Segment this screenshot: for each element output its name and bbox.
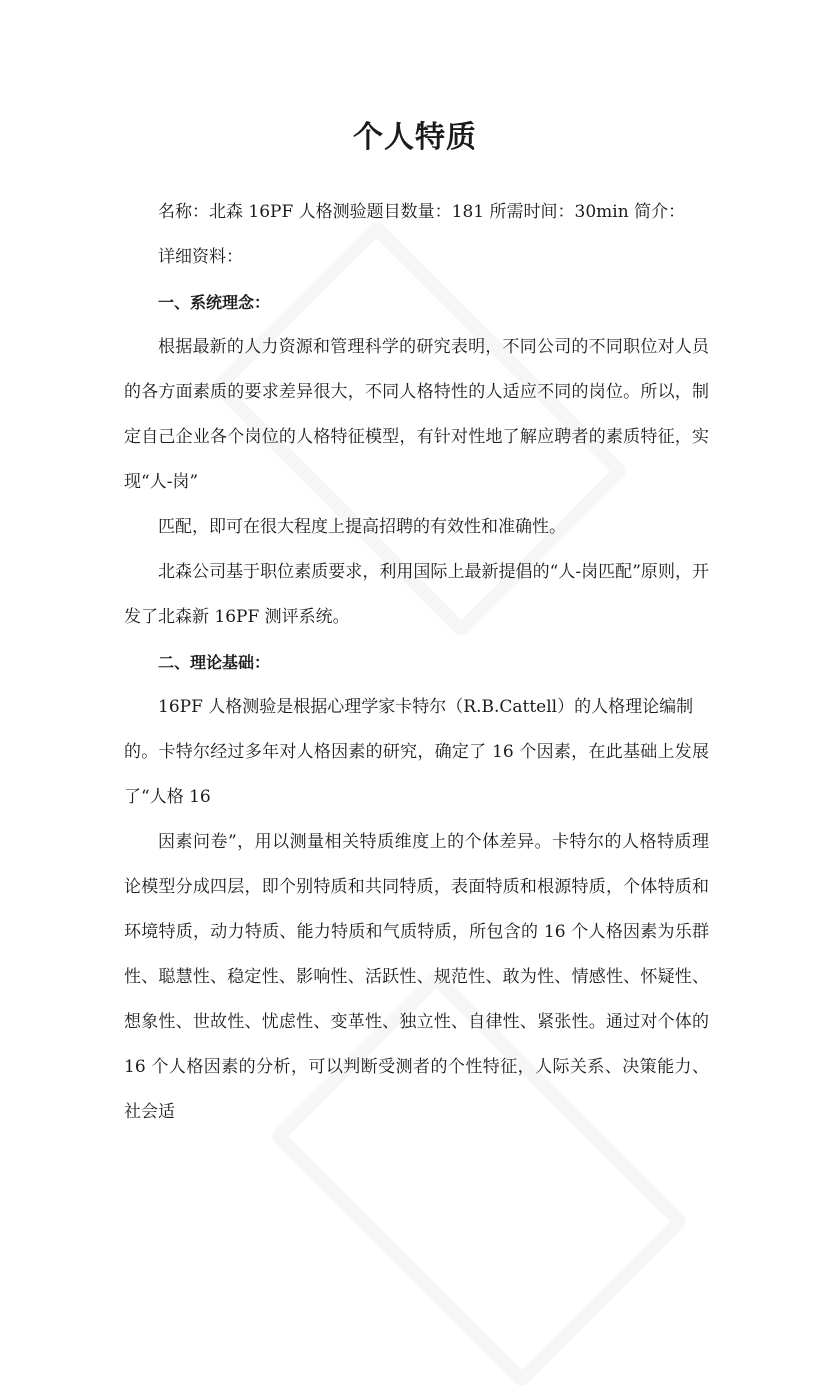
paragraph-1: 根据最新的人力资源和管理科学的研究表明，不同公司的不同职位对人员的各方面素质的要求差异很大，不同人格特性的人适应不同的岗位。所以，制定自己企业各个岗位的人格特征模型，有针对性地了解应聘者的素质特征，实现“人-岗” — [124, 337, 709, 492]
paragraph-6: 因素问卷”，用以测量相关特质维度上的个体差异。卡特尔的人格特质理论模型分成四层，即个别特质和共同特质，表面特质和根源特质，个体特质和环境特质，动力特质、能力特质和气质特质，所包含的 16 个人格因素为乐群性、聪慧性、稳定性、影响性、活跃性、规范性、敢为性、情感性、怀疑性、想象性、世故性、忧虑性、变革性、独立性、自律性、紧张性。通过对个体的 16 个人格因素的分析，可以判断受测者的个性特征，人际关系、决策能力、社会适 — [124, 832, 709, 1122]
page-title: 个人特质 — [353, 120, 477, 155]
paragraph-3: 北森公司基于职位素质要求，利用国际上最新提倡的“人-岗匹配”原则，开发了北森新 16PF 测评系统。 — [124, 562, 709, 627]
section-heading-1: 一、系统理念： — [158, 293, 271, 312]
section-heading-2: 二、理论基础： — [158, 653, 271, 672]
document-body — [124, 190, 709, 1135]
paragraph-5: 的。卡特尔经过多年对人格因素的研究，确定了 16 个因素，在此基础上发展了“人格 16 — [124, 742, 709, 807]
details-label: 详细资料： — [158, 247, 243, 267]
paragraph-4: 16PF 人格测验是根据心理学家卡特尔（R.B.Cattell）的人格理论编制 — [158, 697, 694, 717]
paragraph-2: 匹配，即可在很大程度上提高招聘的有效性和准确性。 — [158, 517, 566, 537]
info-line: 名称：北森 16PF 人格测验题目数量：181 所需时间：30min 简介： — [158, 202, 686, 222]
